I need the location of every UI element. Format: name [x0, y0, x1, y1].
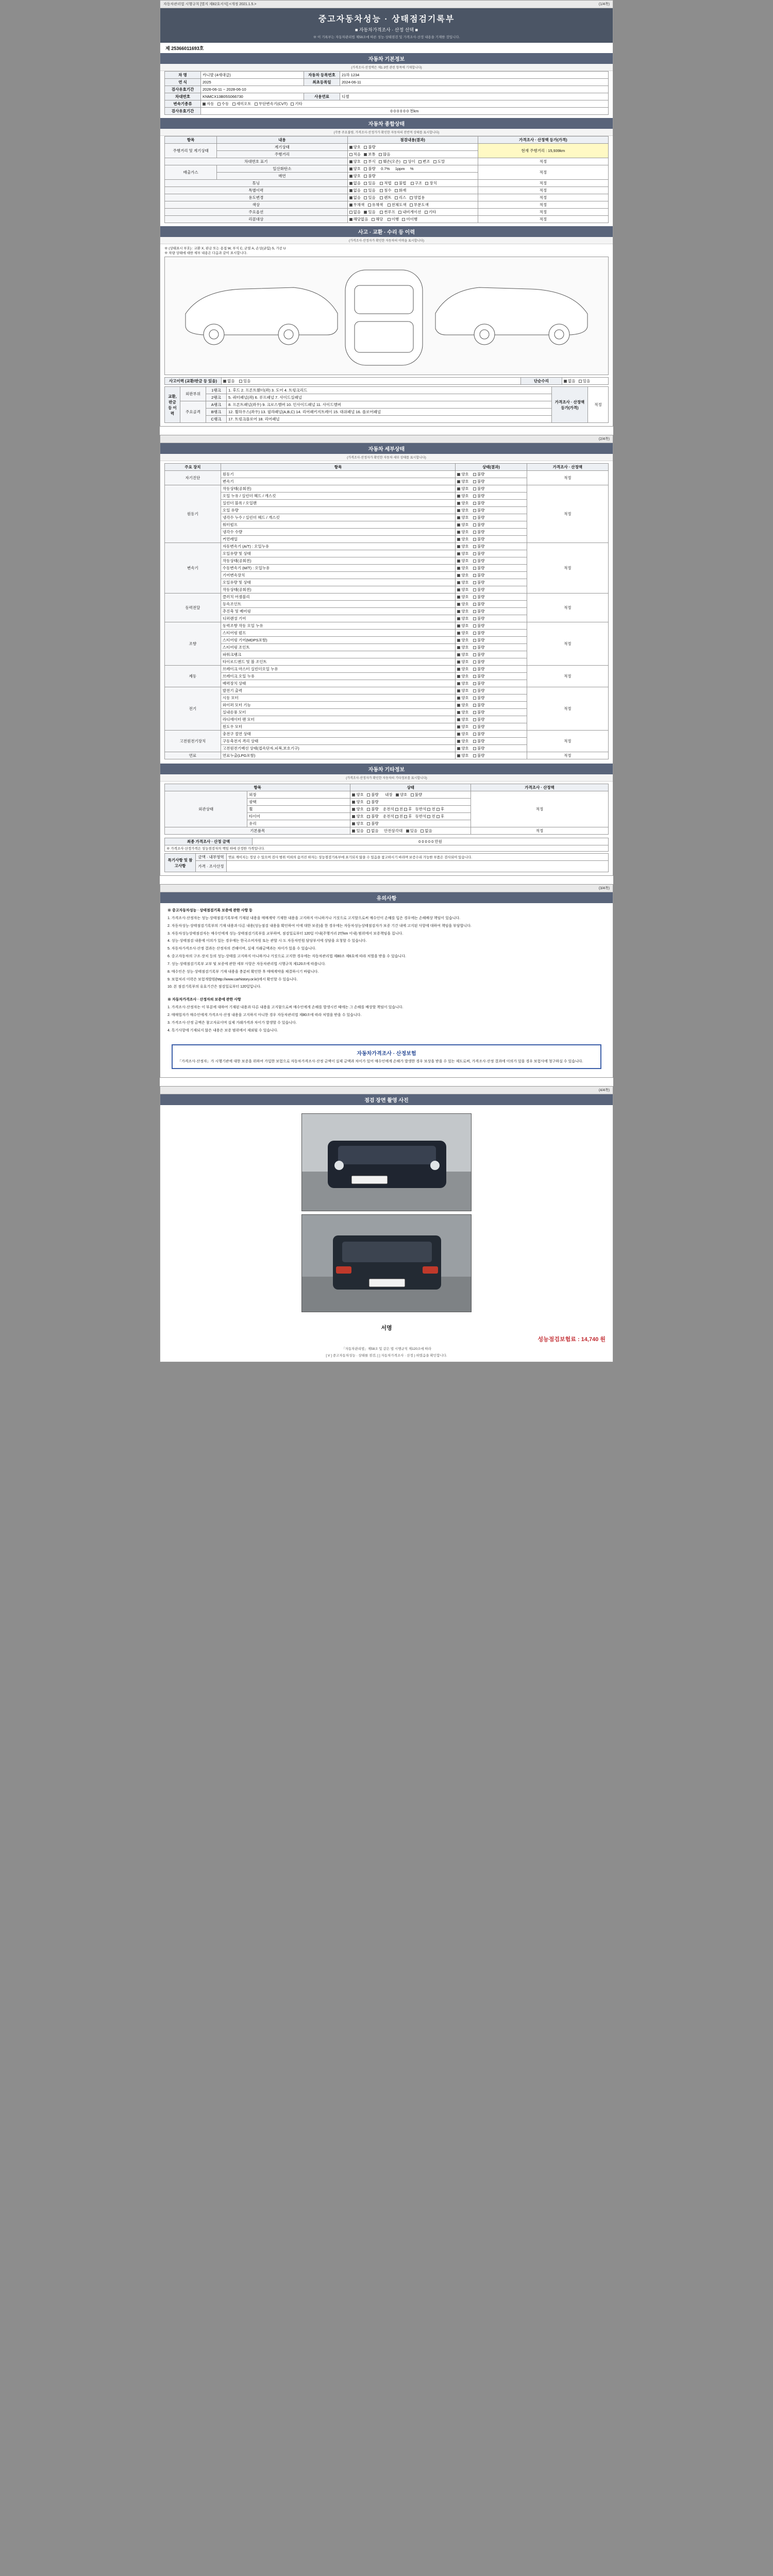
photo-rear[interactable] — [301, 1214, 472, 1312]
notice-item-0: 1. 가격조사·산정자는 성능·상태점검기록부에 기재된 내용을 매매계약 기재한 내용을 고지하지 아니하거나 거짓으로 고지할으로써 매수인이 손해를 입은 경우에는 손해배상 책임이 있습니다. — [167, 916, 461, 920]
state-steer-1[interactable]: 양호 불량 — [456, 630, 527, 637]
state-fuel-0[interactable]: 양호 불량 — [456, 752, 527, 759]
rank-a-parts: 8. 프론트패널(좌우) 9. 크로스멤버 10. 인사이드패널 11. 사이드멤버 — [227, 401, 552, 409]
other-head-price: 가격조사 · 산정액 — [470, 784, 608, 791]
item-power-2: 추진축 및 베어링 — [221, 608, 455, 615]
state-trans-1[interactable]: 양호 불량 — [456, 550, 527, 557]
state-brake-0[interactable]: 양호 불량 — [456, 666, 527, 673]
simple-repair-options[interactable]: 없음 있음 — [562, 378, 609, 385]
notice-item-1: 2. 자동차성능·상태점검기록부의 기재 내용과 다른 내용(성능점검 내용을 확인하여 이에 대한 보증)을 한 경우에는 자동차성능상태점검자가 보증 기간 내에 고지된 사항에 대하여 책임을 부담합니다. — [167, 924, 472, 928]
item-steer-5: 타이로드엔드 및 볼 조인트 — [221, 658, 455, 666]
grp-electric: 전기 — [165, 687, 221, 731]
price-basic-items: 적정 — [470, 827, 608, 835]
special-notes-key-0: 금액 · 내부영역 — [196, 854, 227, 861]
notice2-item-2: 3. 가격조사·산정 금액은 참고자료이며 실제 거래가격과 차이가 발생할 수 있습니다. — [167, 1021, 297, 1025]
state-elec-0[interactable]: 양호 불량 — [456, 687, 527, 694]
state-engine-0[interactable]: 양호 불량 — [456, 485, 527, 493]
item-trans-2: 작동상태(공회전) — [221, 557, 455, 565]
grp-transmission: 변속기 — [165, 543, 221, 594]
photo-front-image — [302, 1114, 472, 1211]
state-power-0[interactable]: 양호 불량 — [456, 594, 527, 601]
detail-head-device: 주요 장치 — [165, 464, 221, 471]
state-other-3[interactable]: 양호 불량 운전석 전 후 동반석 전 후 — [350, 813, 471, 820]
color-check: 적정 — [478, 201, 608, 209]
grp-highvoltage: 고전원전기장치 — [165, 731, 221, 752]
car-diagram-svg — [165, 257, 608, 376]
section-notice-bar: 유의사항 — [160, 892, 613, 903]
page-2 — [160, 435, 613, 876]
state-elec-5[interactable]: 양호 불량 — [456, 723, 527, 731]
item-other-1: 광택 — [247, 799, 350, 806]
opt-manual[interactable]: 수동 — [217, 101, 229, 106]
grp-powertrain: 동력전달 — [165, 594, 221, 622]
section-basic-info-bar: 자동차 기본정보 — [160, 53, 613, 64]
form-reference: 자동차관리법 시행규칙 [별지 제82호서식] <개정 2021.1.5.> — [163, 3, 257, 6]
page-3 — [160, 884, 613, 1078]
page-title: 중고자동차성능 · 상태점검기록부 — [318, 15, 455, 24]
guarantee-title: 자동차가격조사 · 산정보험 — [357, 1050, 416, 1057]
price-mileage: 현재 주행거리 : 15,939km — [478, 144, 608, 158]
state-engine-diag[interactable]: 양호 불량 — [456, 471, 527, 478]
state-other-4[interactable]: 양호 불량 — [350, 820, 471, 827]
cat-vin-mark: 차대번호 표기 — [165, 158, 348, 165]
state-elec-1[interactable]: 양호 불량 — [456, 694, 527, 702]
state-engine-2[interactable]: 양호 불량 — [456, 500, 527, 507]
option-options[interactable]: 없음 있음 썬루프 내비게이션 기타 — [347, 209, 478, 216]
item-elec-4: 라디에이터 팬 모터 — [221, 716, 455, 723]
item-engine-7: 커먼레일 — [221, 536, 455, 543]
notice-item-5: 6. 중고자동차의 구조·장치 등의 성능·상태를 고지하지 아니하거나 거짓으로 고지한 경우에는 자동차관리법 제80조 제6호에 따라 처벌을 받을 수 있습니다. — [167, 955, 406, 959]
car-damage-diagram[interactable] — [164, 257, 609, 375]
head-item: 내용 — [217, 137, 347, 144]
detail-head-state: 상태(결과) — [456, 464, 527, 471]
option-check: 적정 — [478, 209, 608, 216]
page-number-3: (3/4쪽) — [598, 887, 610, 890]
rank-a: A랭크 — [206, 401, 227, 409]
page-1 — [160, 0, 613, 427]
cat-special: 특별이력 — [165, 187, 348, 194]
item-engine-6: 냉각수 수량 — [221, 529, 455, 536]
item-trans-0: 자동변속기 (A/T) : 오일누유 — [221, 543, 455, 550]
state-engine-6[interactable]: 양호 불량 — [456, 529, 527, 536]
grp-fuel: 연료 — [165, 752, 221, 759]
detail-state-table — [164, 463, 609, 759]
section-detail-bar: 자동차 세부상태 — [160, 443, 613, 454]
item-engine-5: 워터펌프 — [221, 521, 455, 529]
grp-steering: 조향 — [165, 622, 221, 666]
state-hv-1[interactable]: 양호 불량 — [456, 738, 527, 745]
item-trans-1: 오일유량 및 상태 — [221, 550, 455, 557]
color-options[interactable]: 무채색 유채색 전체도색 부분도색 — [347, 201, 478, 209]
state-power-3[interactable]: 양호 불량 — [456, 615, 527, 622]
item-power-1: 등속조인트 — [221, 601, 455, 608]
topbar-3 — [160, 885, 613, 892]
topbar-4 — [160, 1087, 613, 1094]
value-plate: 21하 1234 — [340, 72, 609, 79]
state-engine-3[interactable]: 양호 불량 — [456, 507, 527, 514]
item-other-0: 외장 — [247, 791, 350, 799]
item-engine-diag: 원동기 — [221, 471, 455, 478]
accident-price-value: 적정 — [588, 387, 609, 423]
notice2-item-3: 4. 특기사항에 기재되지 않은 내용은 보증 범위에서 제외될 수 있습니다. — [167, 1028, 278, 1032]
notice-body — [160, 903, 613, 1039]
overall-state-table — [164, 136, 609, 223]
value-fuel: 디젤 — [340, 93, 609, 100]
state-hv-2[interactable]: 양호 불량 — [456, 745, 527, 752]
label-accident: 사고이력 (교환/판금 등 있음) — [165, 378, 222, 385]
inspection-fee: 성능점검보험료 : 14,740 원 — [537, 1336, 606, 1343]
item-elec-0: 발전기 출력 — [221, 687, 455, 694]
photo-gallery — [160, 1105, 613, 1320]
notice-item-4: 5. 자동차가격조사·산정 결과는 산정자의 견해이며, 실제 거래금액과는 차이가 있을 수 있습니다. — [167, 947, 316, 951]
other-head-state: 상태 — [350, 784, 471, 791]
section-overall-note: (각종 주요불량, 가격조사·산정가가 확인한 자동차의 전반적 상태를 표시합니다) — [160, 129, 613, 136]
item-trans-3: 수동변속기 (M/T) : 오일누유 — [221, 565, 455, 572]
notice2-item-0: 1. 가격조사·산정자는 이 부분에 대하여 기재된 내용과 다른 내용을 고지함으로써 매수인에게 손해를 발생시킨 때에는 그 손해를 배상할 책임이 있습니다. — [167, 1006, 404, 1010]
page-4 — [160, 1086, 613, 1362]
price-engine: 적정 — [527, 485, 608, 543]
recall-check: 적정 — [478, 216, 608, 223]
page-subtitle: ■ 자동차가격조사 · 산정 선택 ■ — [355, 27, 418, 32]
state-engine-4[interactable]: 양호 불량 — [456, 514, 527, 521]
label-reg-date: 최초등록일 — [304, 79, 340, 86]
value-vin: KNMCX13B05S066730 — [201, 93, 304, 100]
item-engine-3: 오일 유량 — [221, 507, 455, 514]
special-notes-val-1 — [227, 861, 609, 872]
cat-mileage: 주행거리 및 계기상태 — [165, 144, 217, 158]
price-other: 적정 — [470, 791, 608, 827]
notice-item-6: 7. 성능·상태점검기록부 교부 및 보증에 관한 세부 사항은 자동차관리법 시행규칙 제120조에 따릅니다. — [167, 962, 326, 966]
rank-2: 2랭크 — [206, 394, 227, 401]
item-elec-2: 와이퍼 모터 기능 — [221, 702, 455, 709]
final-price-note: ※ 가격조사·산정가격은 성능점검자의 책임 하에 산정한 가격입니다. — [165, 845, 609, 852]
state-trans-diag[interactable]: 양호 불량 — [456, 478, 527, 485]
state-elec-4[interactable]: 양호 불량 — [456, 716, 527, 723]
state-elec-3[interactable]: 양호 불량 — [456, 709, 527, 716]
item-engine-2: 실린더 블록 / 오일팬 — [221, 500, 455, 507]
gauge-options[interactable]: 양호 불량 — [347, 144, 478, 151]
item-steer-2: 스티어링 기어(MDPS포함) — [221, 637, 455, 644]
legal-line-1: 「자동차관리법」제58조 및 같은 법 시행규칙 제120조에 따라 — [342, 1347, 431, 1351]
label-final-price: 최종 가격조사 · 산정 금액 — [165, 838, 253, 845]
state-power-2[interactable]: 양호 불량 — [456, 608, 527, 615]
value-final-price: 0 0 0 0 0 만원 — [253, 838, 609, 845]
opt-auto[interactable]: 자동 — [203, 101, 214, 106]
value-valid: 2026-06-11 ~ 2028-06-10 — [201, 86, 609, 93]
section-basic-info-note: (가격조사·산정액은 제1·3면 관련 항목에 기재합니다) — [160, 64, 613, 71]
state-brake-1[interactable]: 양호 불량 — [456, 673, 527, 680]
item-other-3: 타이어 — [247, 813, 350, 820]
item-distance: 주행거리 — [217, 151, 347, 158]
topbar-2 — [160, 435, 613, 443]
accident-options[interactable]: 없음 있음 — [222, 378, 521, 385]
item-fuel-0: 연료누출(LPG포함) — [221, 752, 455, 759]
grp-engine: 원동기 — [165, 485, 221, 543]
section-other-bar: 자동차 기타정보 — [160, 764, 613, 774]
cat-usage: 용도변경 — [165, 194, 348, 201]
notice-item-7: 8. 매수인은 성능·상태점검기록부 기재 내용을 충분히 확인한 후 매매계약을 체결하시기 바랍니다. — [167, 970, 319, 974]
section-photos-bar: 점검 장면 촬영 사진 — [160, 1094, 613, 1105]
value-car-name: 카니발 (4세대급) — [201, 72, 304, 79]
cat-tuning: 튜닝 — [165, 180, 348, 187]
page-number-1: (1/4쪽) — [598, 3, 610, 6]
state-power-1[interactable]: 양호 불량 — [456, 601, 527, 608]
tuning-check: 적정 — [478, 180, 608, 187]
price-brake: 적정 — [527, 666, 608, 687]
item-other-2: 휠 — [247, 806, 350, 813]
item-elec-3: 실내송풍 모터 — [221, 709, 455, 716]
state-elec-2[interactable]: 양호 불량 — [456, 702, 527, 709]
state-steer-3[interactable]: 양호 불량 — [456, 644, 527, 651]
rank-b-parts: 12. 휠하우스(좌우) 13. 필라패널(A,B,C) 14. 리어패키지트레이 15. 대쉬패널 16. 플로어패널 — [227, 409, 552, 416]
rank-b: B랭크 — [206, 409, 227, 416]
notice-item-9: 10. 본 점검기록부의 유효기간은 점검일로부터 120일입니다. — [167, 985, 261, 989]
emission-row1[interactable]: 양호 불량 0.7% 1ppm % — [347, 165, 478, 173]
accident-line1: ※ (상태표시 부호) : 교환 X, 판금 또는 용접 W, 부식 C, 균열 A, 손상(긁힘) S, 가공 U — [164, 247, 286, 250]
cat-recall: 리콜대상 — [165, 216, 348, 223]
section-accident-bar: 사고 · 교환 · 수리 등 이력 — [160, 226, 613, 237]
item-hv-2: 고전원전기배선 상태(접속단자,피복,보호기구) — [221, 745, 455, 752]
item-trans-6: 작동상태(공회전) — [221, 586, 455, 594]
price-powertrain: 적정 — [527, 594, 608, 622]
notice-sub-2: ※ 자동차가격조사 · 산정자의 보증에 관한 사항 — [167, 998, 241, 1002]
parts-rank-table — [164, 386, 609, 423]
grp-frame: 주요골격 — [180, 401, 206, 423]
state-brake-2[interactable]: 양호 불량 — [456, 680, 527, 687]
section-detail-note: (가격조사·산정자가 확인한 자동차 세부 상태를 표시합니다) — [160, 454, 613, 461]
price-fuel: 적정 — [527, 752, 608, 759]
notice-item-8: 9. 보험처리 이력은 보험개발원(http://www.carhistory.or.kr)에서 확인할 수 있습니다. — [167, 977, 298, 981]
other-head-item: 항목 — [165, 784, 350, 791]
recall-options[interactable]: 해당없음 해당 이행 미이행 — [347, 216, 478, 223]
usage-check: 적정 — [478, 194, 608, 201]
grp-brake: 제동 — [165, 666, 221, 687]
price-electric: 적정 — [527, 687, 608, 731]
item-steer-3: 스티어링 조인트 — [221, 644, 455, 651]
tuning-options[interactable]: 없음 있음 적법 불법 구조 장치 — [347, 180, 478, 187]
label-exchange-history: 교환, 판금 등 이력 — [165, 387, 180, 423]
label-vin: 차대번호 — [165, 93, 201, 100]
notice-item-3: 4. 성능·상태점검 내용에 이의가 있는 경우에는 한국소비자원 또는 관할 시·도 자동차민원 담당부서에 상담을 요청할 수 있습니다. — [167, 939, 367, 943]
state-trans-3[interactable]: 양호 불량 — [456, 565, 527, 572]
item-trans-diag: 변속기 — [221, 478, 455, 485]
usage-options[interactable]: 없음 있음 렌트 리스 영업용 — [347, 194, 478, 201]
item-engine-4: 냉각수 누수 / 실린더 헤드 / 개스킷 — [221, 514, 455, 521]
label-valid: 검사유효기간 — [165, 86, 201, 93]
special-notes-val-0: 연료 게이지는 정상 수 있으며 검사 범위 이외의 숨겨진 하자는 성능점검기록부에 표기되지 않을 수 있음을 참고하시기 바라며 보증수리 가능한 부품은 검사되어 있습니다. — [227, 854, 609, 861]
document-header — [160, 8, 613, 43]
photo-front[interactable] — [301, 1113, 472, 1211]
head-cat: 항목 — [165, 137, 217, 144]
item-brake-2: 배력장치 상태 — [221, 680, 455, 687]
vin-mark-options[interactable]: 양호 부식 훼손(오손) 상이 변조 도말 — [347, 158, 478, 165]
opt-etc[interactable]: 기타 — [291, 101, 303, 106]
section-accident-note: (가격조사·산정자가 확인한 자동차의 이력을 표시합니다) — [160, 237, 613, 244]
vin-mark-check: 적정 — [478, 158, 608, 165]
item-trans-5: 오일유량 및 상태 — [221, 579, 455, 586]
item-steer-1: 스티어링 펌프 — [221, 630, 455, 637]
rank-1-parts: 1. 후드 2. 프론트휀더(좌) 3. 도어 4. 트렁크리드 — [227, 387, 552, 394]
other-info-table — [164, 784, 609, 835]
item-co: 일산화탄소 — [217, 165, 347, 173]
state-basic-items[interactable]: 있음 없음 안전삼각대 있음 없음 — [350, 827, 471, 835]
item-power-3: 디퍼렌셜 기어 — [221, 615, 455, 622]
page-number-2: (2/4쪽) — [598, 437, 610, 441]
state-other-2[interactable]: 양호 불량 운전석 전 후 동반석 전 후 — [350, 806, 471, 813]
item-gauge: 계기상태 — [217, 144, 347, 151]
header-note: ※ 이 기록부는 자동차관리법 제58조에 따른 성능·상태점검 및 가격조사·산정 내용을 기재한 것입니다. — [313, 36, 460, 39]
detail-head-price: 가격조사 · 산정액 — [527, 464, 608, 471]
state-steer-0[interactable]: 양호 불량 — [456, 622, 527, 630]
state-steer-5[interactable]: 양호 불량 — [456, 658, 527, 666]
label-special-notes: 특기사항 및 참고사항 — [165, 854, 196, 872]
notice2-item-1: 2. 매매업자가 매수인에게 가격조사·산정 내용을 고지하지 아니한 경우 자동차관리법 제80조에 따라 처벌을 받을 수 있습니다. — [167, 1013, 362, 1017]
item-brake-1: 브레이크 오일 누유 — [221, 673, 455, 680]
rank-c: C랭크 — [206, 416, 227, 423]
state-other-0[interactable]: 양호 불량 내장 양호 불량 — [350, 791, 471, 799]
state-engine-7[interactable]: 양호 불량 — [456, 536, 527, 543]
head-price: 가격조사 · 산정액 등가(가격) — [478, 137, 608, 144]
label-car-name: 차 명 — [165, 72, 201, 79]
state-trans-4[interactable]: 양호 불량 — [456, 572, 527, 579]
item-elec-1: 시동 모터 — [221, 694, 455, 702]
state-other-1[interactable]: 양호 불량 — [350, 799, 471, 806]
topbar-1 — [160, 1, 613, 8]
label-simple-repair: 단순수리 — [521, 378, 562, 385]
detail-head-item: 항목 — [221, 464, 455, 471]
mileage-digits: 0 0 0 0 0 0 천km — [201, 108, 609, 115]
rank-c-parts: 17. 트렁크플로어 18. 리어패널 — [227, 416, 552, 423]
special-notes-key-1: 가격 · 조사산정 — [196, 861, 227, 872]
accident-line2: ※ 차량 상태에 대한 세부 내용은 다음과 같이 표시합니다. — [164, 251, 247, 255]
item-elec-5: 윈도우 모터 — [221, 723, 455, 731]
special-options[interactable]: 없음 있음 침수 화재 — [347, 187, 478, 194]
state-engine-5[interactable]: 양호 불량 — [456, 521, 527, 529]
item-engine-0: 작동상태(공회전) — [221, 485, 455, 493]
emission-row2[interactable]: 양호 불량 — [347, 173, 478, 180]
price-self-diagnosis: 적정 — [527, 471, 608, 485]
cat-emission: 배출가스 — [165, 165, 217, 180]
section-overall-bar: 자동차 종합상태 — [160, 118, 613, 129]
photo-rear-image — [302, 1215, 472, 1312]
price-highvoltage: 적정 — [527, 731, 608, 752]
special-notes-table — [164, 853, 609, 872]
head-result: 점검내용(결과) — [347, 137, 478, 144]
legal-line-2: [ V ] 중고자동차성능 · 상태를 점검, [ ] 자동차가격조사 · 산정 ) 하였음을 확인합니다. — [326, 1353, 447, 1358]
state-steer-4[interactable]: 양호 불량 — [456, 651, 527, 658]
rank-2-parts: 5. 쿼터패널(좌) 6. 루프패널 7. 사이드실패널 — [227, 394, 552, 401]
price-transmission: 적정 — [527, 543, 608, 594]
value-year: 2025 — [201, 79, 304, 86]
guarantee-box — [172, 1044, 601, 1069]
label-year: 연 식 — [165, 79, 201, 86]
item-hv-0: 충전구 절연 상태 — [221, 731, 455, 738]
item-steer-0: 동력조향 작동 오일 누유 — [221, 622, 455, 630]
state-hv-0[interactable]: 양호 불량 — [456, 731, 527, 738]
cat-color: 색상 — [165, 201, 348, 209]
item-hv-1: 구동축전지 격리 상태 — [221, 738, 455, 745]
opt-semi[interactable]: 세미오토 — [232, 101, 251, 106]
transmission-options — [201, 100, 609, 108]
item-brake-0: 브레이크 마스터 실린더오일 누유 — [221, 666, 455, 673]
state-trans-2[interactable]: 양호 불량 — [456, 557, 527, 565]
grp-self-diagnosis: 자기진단 — [165, 471, 221, 485]
state-engine-1[interactable]: 양호 불량 — [456, 493, 527, 500]
price-steering: 적정 — [527, 622, 608, 666]
final-price-table — [164, 838, 609, 852]
page-number-4: (4/4쪽) — [598, 1088, 610, 1092]
document-number: 제 25366011693호 — [165, 46, 204, 51]
label-basic-items: 기본품목 — [165, 827, 350, 835]
label-mileage: 검사유효기간 — [165, 108, 201, 115]
section-other-note: (가격조사·산정자가 확인한 자동차의 기타정보를 표시합니다) — [160, 774, 613, 782]
guarantee-body: 「가격조사·산정자」가 시행기관에 대한 보증을 위하여 가입한 보험으로 자동차가격조사·산정 금액이 실제 금액과 차이가 있어 매수인에게 손해가 발생한 경우 보상을 받을 수 있는 제도로써, 가격조사·산정 결과에 이의가 있을 경우 보험사에 청구하실 수 있습니다. — [178, 1059, 583, 1063]
label-plate: 자동차 등록번호 — [304, 72, 340, 79]
accident-history-table — [164, 377, 609, 385]
signature-label: 서명 — [381, 1325, 392, 1331]
item-steer-4: 파워크랭크 — [221, 651, 455, 658]
item-power-0: 클러치 어셈블리 — [221, 594, 455, 601]
special-check: 적정 — [478, 187, 608, 194]
item-smoke: 매연 — [217, 173, 347, 180]
opt-cvt[interactable]: 무단변속기(CVT) — [255, 101, 288, 106]
state-trans-5[interactable]: 양호 불량 — [456, 579, 527, 586]
notice-sub-1: ※ 중고자동차성능 · 상태점검기록 보증에 관한 사항 등 — [167, 909, 253, 912]
label-fuel: 사용연료 — [304, 93, 340, 100]
basic-info-table — [164, 71, 609, 115]
distance-options[interactable]: 적음 보통 많음 — [347, 151, 478, 158]
emission-check: 적정 — [478, 165, 608, 180]
value-reg-date: 2024-06-11 — [340, 79, 609, 86]
grp-exterior: 외관상태 — [165, 791, 247, 827]
item-trans-4: 기어변속장치 — [221, 572, 455, 579]
item-other-4: 유리 — [247, 820, 350, 827]
rank-1: 1랭크 — [206, 387, 227, 394]
label-transmission: 변속기종류 — [165, 100, 201, 108]
state-steer-2[interactable]: 양호 불량 — [456, 637, 527, 644]
grp-outer: 외판부위 — [180, 387, 206, 401]
notice-item-2: 3. 자동차성능상태점검자는 매수인에게 성능·상태점검기록부를 교부하며, 점검일로부터 120일 이내(주행거리 2만km 이내) 범위에서 보증책임을 집니다. — [167, 931, 404, 936]
state-trans-0[interactable]: 양호 불량 — [456, 543, 527, 550]
state-trans-6[interactable]: 양호 불량 — [456, 586, 527, 594]
cat-options: 주요옵션 — [165, 209, 348, 216]
label-accident-price: 가격조사 · 산정액 등가(가격) — [552, 387, 588, 423]
item-engine-1: 오일 누유 / 실린더 헤드 / 개스킷 — [221, 493, 455, 500]
